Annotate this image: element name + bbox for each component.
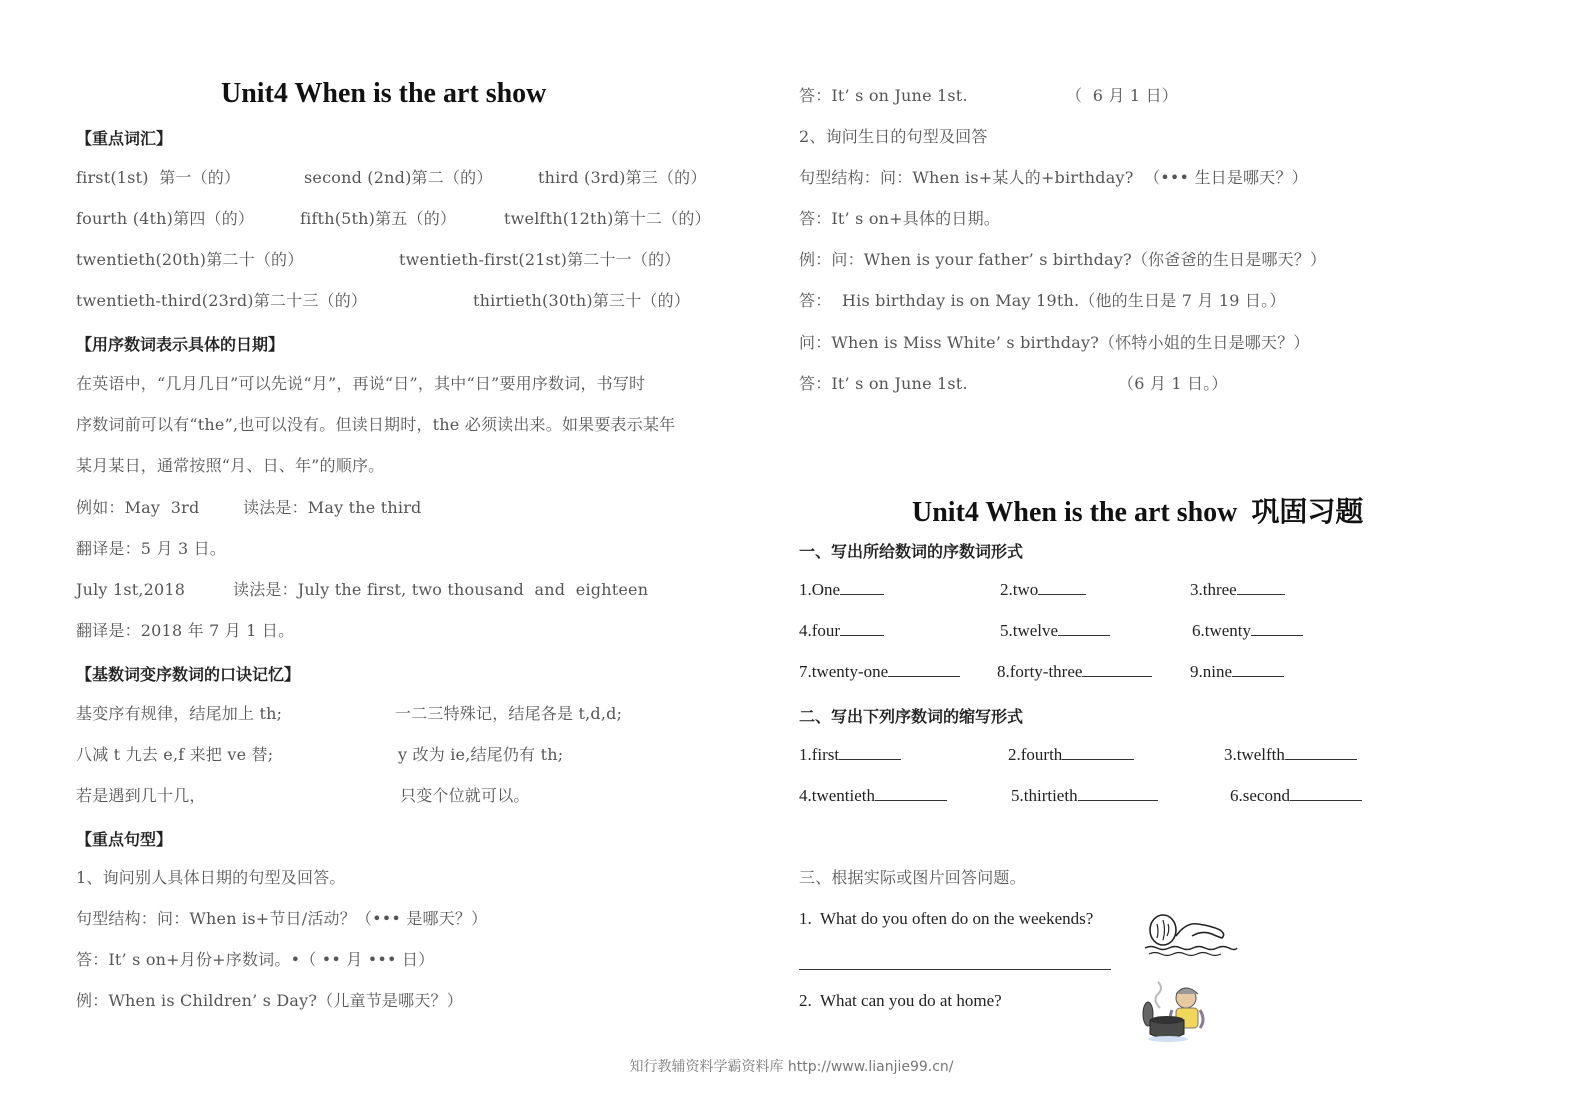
vocab-row-4-a: twentieth-third(23rd)第二十三（的） — [76, 291, 368, 310]
answer-blank[interactable] — [1038, 580, 1086, 595]
rhyme-row-3-a: 若是遇到几十几， — [76, 786, 206, 805]
translation-1: 翻译是：5 月 3 日。 — [76, 539, 227, 558]
vocab-row-1-c: third (3rd)第三（的） — [538, 168, 707, 187]
section-1-header: 一、写出所给数词的序数词形式 — [799, 542, 1024, 561]
rhyme-row-2-a: 八减 t 九去 e,f 来把 ve 替; — [76, 745, 274, 764]
birthday-example-q2: 问：When is Miss White’ s birthday?（怀特小姐的生日是哪天？） — [799, 333, 1310, 352]
section-3-header: 三、根据实际或图片回答问题。 — [799, 868, 1026, 887]
answer-line-1-note: （ 6 月 1 日） — [1066, 86, 1178, 105]
birthday-example-a2-note: （6 月 1 日。） — [1118, 374, 1228, 393]
answer-blank[interactable] — [1062, 745, 1134, 760]
rhyme-header: 【基数词变序数词的口诀记忆】 — [76, 665, 301, 684]
sentence-line-4: 例：When is Children’ s Day?（儿童节是哪天？） — [76, 991, 463, 1010]
answer-blank[interactable] — [839, 745, 901, 760]
answer-blank[interactable] — [1237, 580, 1285, 595]
answer-blank[interactable] — [1285, 745, 1357, 760]
vocab-row-2-c: twelfth(12th)第十二（的） — [504, 209, 711, 228]
s1-item-5: 5.twelve — [1000, 621, 1110, 641]
answer-blank[interactable] — [875, 786, 947, 801]
example-1-date: 例如：May 3rd — [76, 498, 200, 517]
s1-item-4: 4.four — [799, 621, 884, 641]
example-1-reading: 读法是：May the third — [243, 498, 422, 517]
s3-question-2: 2. What can you do at home? — [799, 991, 1002, 1010]
section-2-header: 二、写出下列序数词的缩写形式 — [799, 707, 1024, 726]
rhyme-row-1-a: 基变序有规律，结尾加上 th; — [76, 704, 283, 723]
sentence-line-1: 1、询问别人具体日期的句型及回答。 — [76, 868, 346, 887]
s2-item-5: 5.thirtieth — [1011, 786, 1158, 806]
example-2-date: July 1st,2018 — [76, 580, 186, 599]
s2-item-2: 2.fourth — [1008, 745, 1134, 765]
birthday-structure: 句型结构：问：When is+某人的+birthday? （••• 生日是哪天？） — [799, 168, 1308, 187]
answer-blank[interactable] — [840, 621, 884, 636]
s1-item-9: 9.nine — [1190, 662, 1284, 682]
example-2-reading: 读法是：July the first, two thousand and eighteen — [233, 580, 649, 599]
watermark-footer: 知行教辅资料学霸资料库 http://www.lianjie99.cn/ — [629, 1059, 954, 1075]
rhyme-row-3-b: 只变个位就可以。 — [400, 786, 530, 805]
birthday-example-a2: 答：It’ s on June 1st. — [799, 374, 968, 393]
vocab-row-3-a: twentieth(20th)第二十（的） — [76, 250, 304, 269]
vocab-header: 【重点词汇】 — [76, 129, 173, 148]
sentence-header: 【重点句型】 — [76, 830, 173, 849]
birthday-answer-structure: 答：It’ s on+具体的日期。 — [799, 209, 1000, 228]
birthday-section-title: 2、询问生日的句型及回答 — [799, 127, 988, 146]
s2-item-6: 6.second — [1230, 786, 1362, 806]
vocab-row-2-a: fourth (4th)第四（的） — [76, 209, 255, 228]
translation-2: 翻译是：2018 年 7 月 1 日。 — [76, 621, 295, 640]
swimming-illustration-icon — [1143, 908, 1239, 960]
dates-para-line-1: 在英语中，“几月几日”可以先说“月”，再说“日”，其中“日”要用序数词，书写时 — [76, 374, 646, 393]
dates-header: 【用序数词表示具体的日期】 — [76, 335, 285, 354]
s1-item-3: 3.three — [1190, 580, 1285, 600]
answer-blank[interactable] — [888, 662, 960, 677]
s1-item-2: 2.two — [1000, 580, 1086, 600]
vocab-row-1-a: first(1st) 第一（的） — [76, 168, 241, 187]
sentence-line-2: 句型结构：问：When is+节日/活动？（••• 是哪天？） — [76, 909, 488, 928]
answer-blank[interactable] — [1082, 662, 1152, 677]
answer-blank[interactable] — [840, 580, 884, 595]
answer-line-1: 答：It’ s on June 1st. — [799, 86, 968, 105]
dates-para-line-2: 序数词前可以有“the”,也可以没有。但读日期时，the 必须读出来。如果要表示某年 — [76, 415, 676, 434]
answer-blank[interactable] — [1290, 786, 1362, 801]
vocab-row-1-b: second (2nd)第二（的） — [304, 168, 493, 187]
vocab-row-4-b: thirtieth(30th)第三十（的） — [473, 291, 691, 310]
vocab-row-3-b: twentieth-first(21st)第二十一（的） — [399, 250, 681, 269]
answer-blank[interactable] — [1078, 786, 1158, 801]
vocab-row-2-b: fifth(5th)第五（的） — [300, 209, 457, 228]
cooking-illustration-icon — [1140, 980, 1212, 1044]
dates-para-line-3: 某月某日，通常按照“月、日、年”的顺序。 — [76, 456, 385, 475]
answer-blank[interactable] — [1251, 621, 1303, 636]
answer-blank[interactable] — [1232, 662, 1284, 677]
s1-item-8: 8.forty-three — [997, 662, 1152, 682]
exercise-title: Unit4 When is the art show 巩固习题 — [912, 497, 1364, 528]
s3-question-1: 1. What do you often do on the weekends? — [799, 909, 1094, 928]
s1-item-6: 6.twenty — [1192, 621, 1303, 641]
birthday-example-q1: 例：问：When is your father’ s birthday?（你爸爸的生日是哪天？） — [799, 250, 1327, 269]
s1-item-7: 7.twenty-one — [799, 662, 960, 682]
rhyme-row-2-b: y 改为 ie,结尾仍有 th; — [398, 745, 564, 764]
sentence-line-3: 答：It’ s on+月份+序数词。•（ •• 月 ••• 日） — [76, 950, 435, 969]
s2-item-3: 3.twelfth — [1224, 745, 1357, 765]
rhyme-row-1-b: 一二三特殊记，结尾各是 t,d,d; — [395, 704, 623, 723]
answer-blank[interactable] — [1058, 621, 1110, 636]
page-title: Unit4 When is the art show — [221, 78, 547, 109]
s2-item-1: 1.first — [799, 745, 901, 765]
s2-item-4: 4.twentieth — [799, 786, 947, 806]
s3-answer-line-1[interactable] — [799, 969, 1111, 970]
birthday-example-a1: 答： His birthday is on May 19th.（他的生日是 7 月 19 日。） — [799, 291, 1286, 310]
s1-item-1: 1.One — [799, 580, 884, 600]
